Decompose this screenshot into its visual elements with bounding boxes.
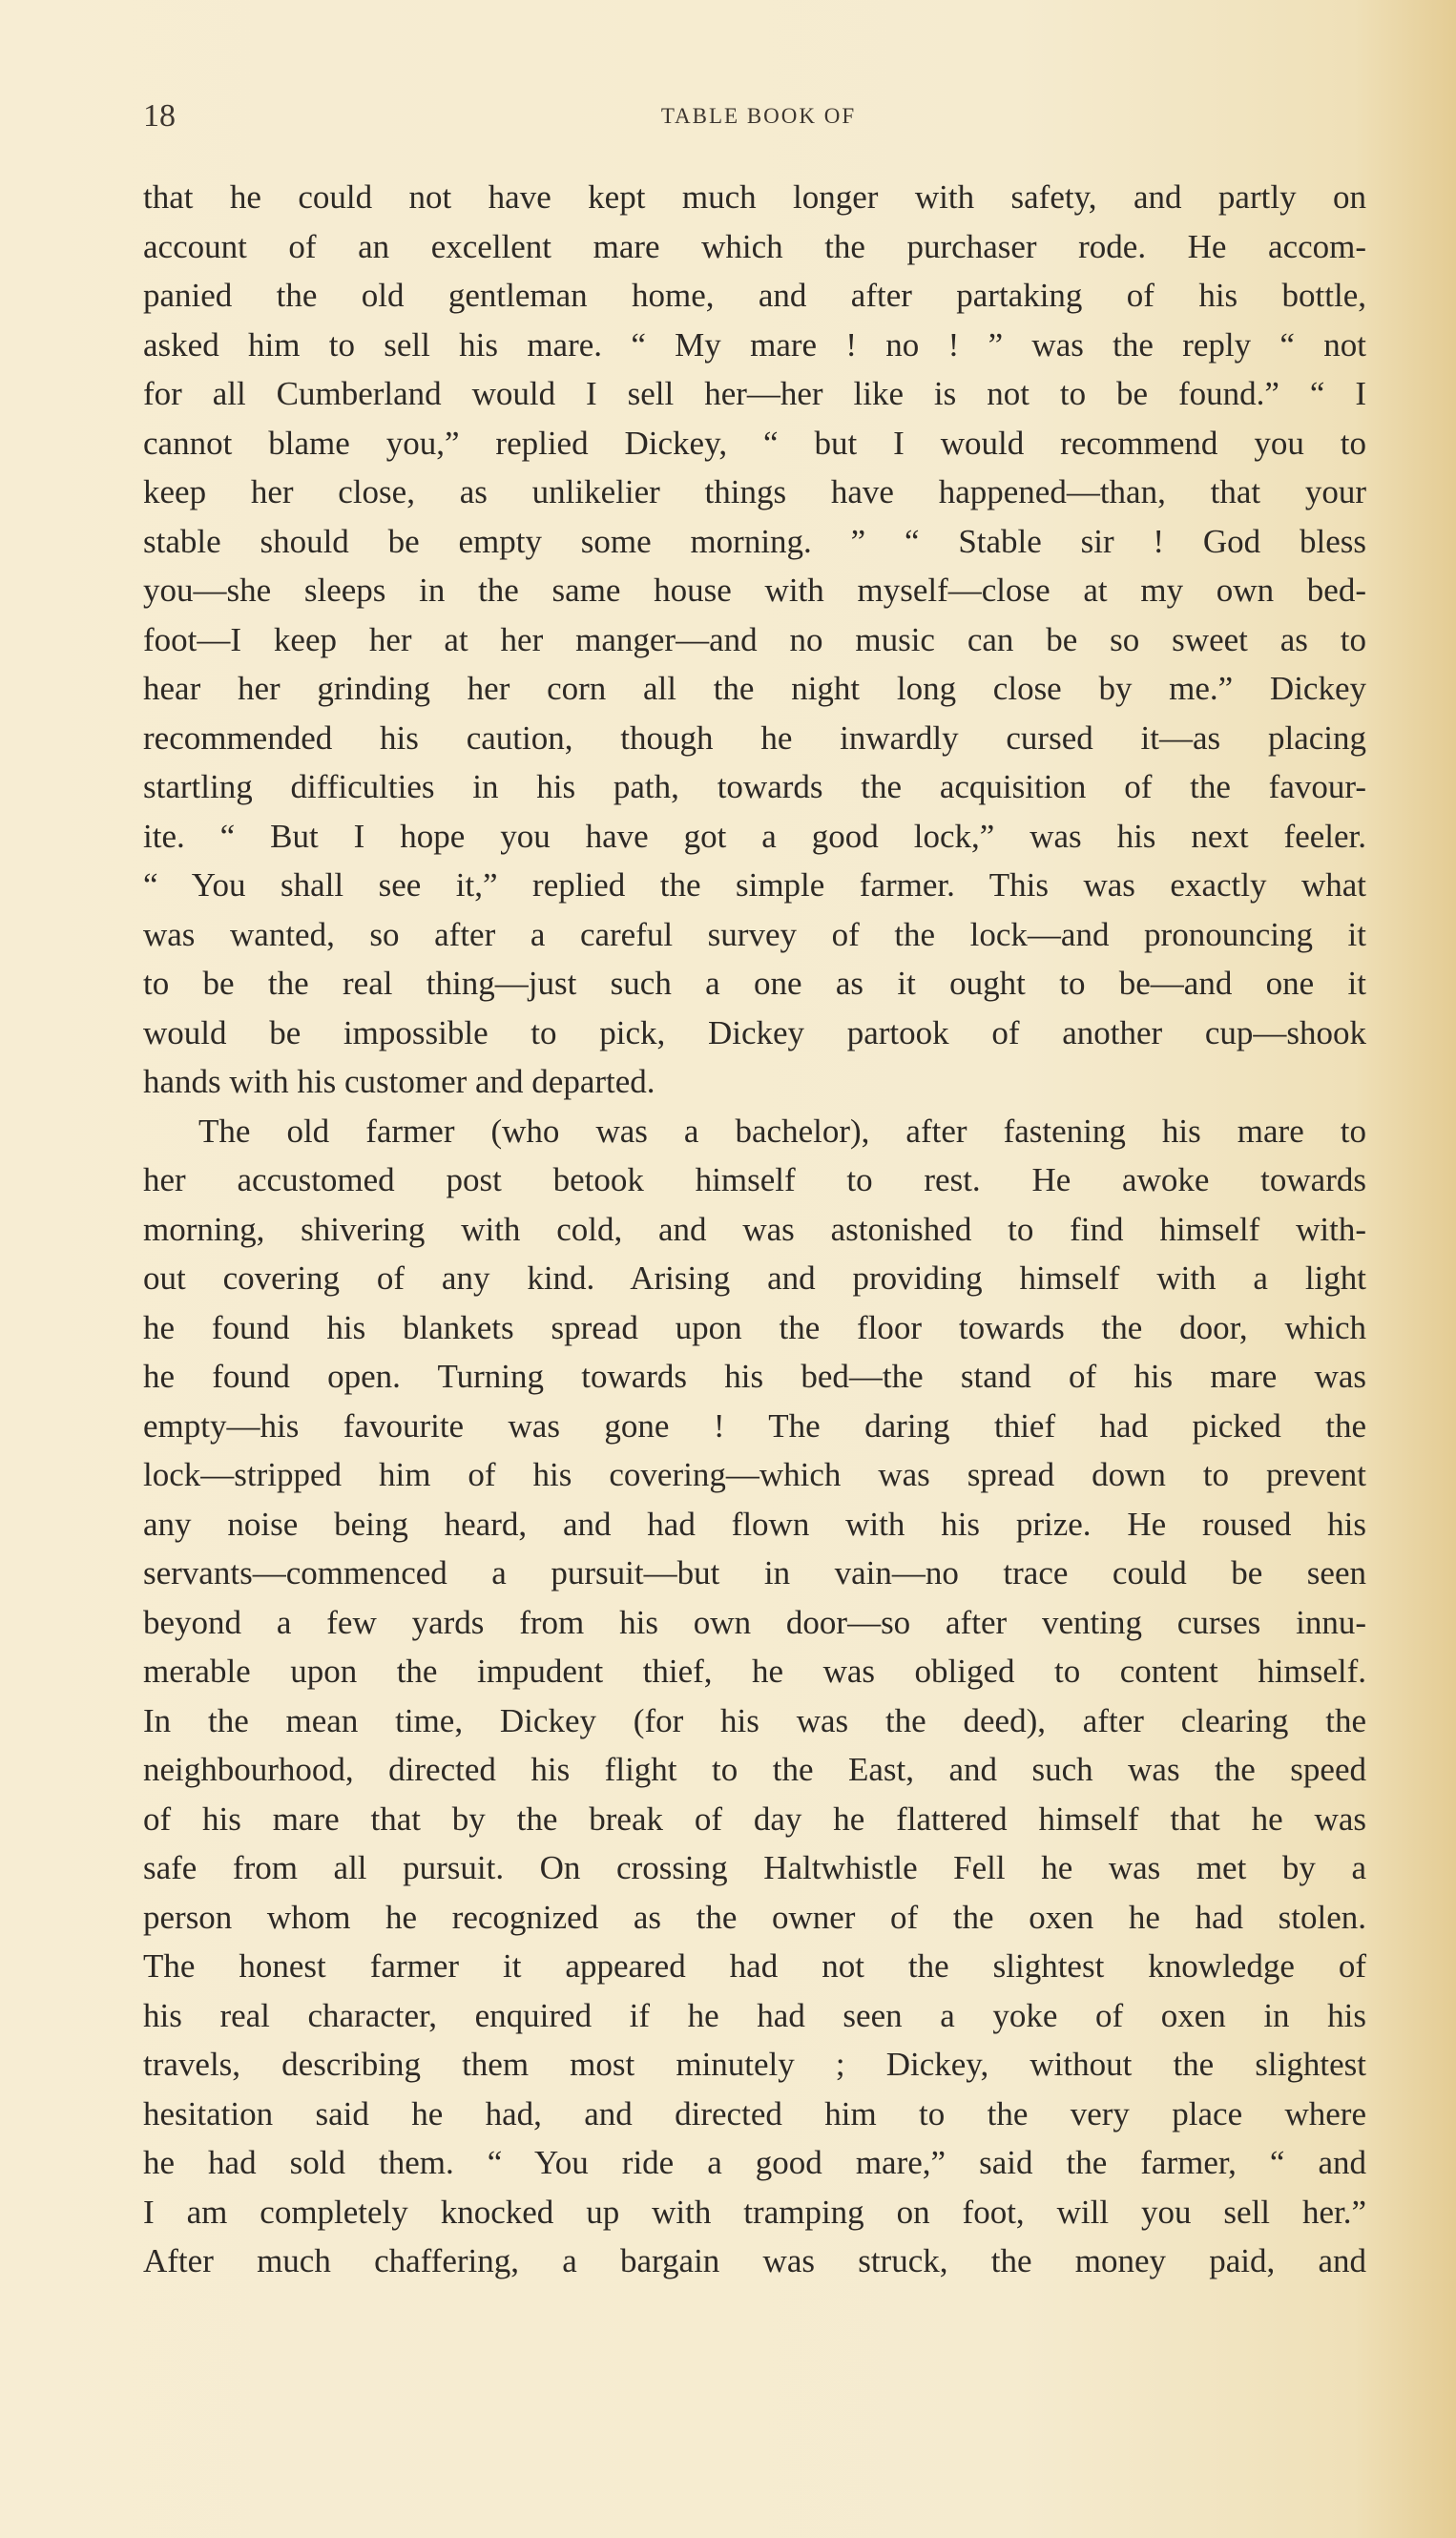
text-line: foot—I keep her at her manger—and no music can be so sweet as to [143, 620, 1366, 658]
text-line: merable upon the impudent thief, he was obliged to content himself. [143, 1653, 1366, 1690]
text-line: he had sold them. “ You ride a good mare,” said the farmer, “ and [143, 2144, 1366, 2181]
text-line: lock—stripped him of his covering—which was spread down to prevent [143, 1456, 1366, 1493]
text-line: hear her grinding her corn all the night long close by me.” Dickey [143, 670, 1366, 707]
text-line: hesitation said he had, and directed him to the very place where [143, 2094, 1366, 2132]
text-line: stable should be empty some morning. ” “ Stable sir ! God bless [143, 522, 1366, 560]
text-line: cannot blame you,” replied Dickey, “ but I would recommend you to [143, 424, 1366, 462]
text-line: would be impossible to pick, Dickey partook of another cup—shook [143, 1013, 1366, 1051]
running-head: TABLE BOOK OF [660, 104, 857, 128]
body-text [143, 173, 1366, 2286]
text-line: panied the old gentleman home, and after partaking of his bottle, [143, 277, 1366, 314]
text-line: recommended his caution, though he inwardly cursed it—as placing [143, 718, 1366, 757]
text-line: After much chaffering, a bargain was struck, the money paid, and [143, 2242, 1366, 2279]
text-line: morning, shivering with cold, and was astonished to find himself with- [143, 1210, 1366, 1248]
text-line: you—she sleeps in the same house with myself—close at my own bed- [143, 572, 1366, 609]
text-line: I am completely knocked up with tramping on foot, will you sell her.” [143, 2193, 1366, 2231]
text-line: for all Cumberland would I sell her—her like is not to be found.” “ I [143, 375, 1366, 412]
text-line: he found open. Turning towards his bed—the stand of his mare was [143, 1358, 1366, 1395]
text-line: his real character, enquired if he had seen a yoke of oxen in his [143, 1996, 1366, 2034]
page-number: 18 [143, 98, 176, 134]
text-line: “ You shall see it,” replied the simple farmer. This was exactly what [143, 866, 1366, 904]
text-line: her accustomed post betook himself to rest. He awoke towards [143, 1161, 1366, 1198]
text-line: travels, describing them most minutely ; Dickey, without the slightest [143, 2046, 1366, 2083]
text-line: ite. “ But I hope you have got a good lock,” was his next feeler. [143, 817, 1366, 855]
text-line: he found his blankets spread upon the floor towards the door, which [143, 1308, 1366, 1346]
text-line: beyond a few yards from his own door—so after venting curses innu- [143, 1603, 1366, 1641]
text-line: asked him to sell his mare. “ My mare ! no ! ” was the reply “ not [143, 325, 1366, 364]
text-line: account of an excellent mare which the purchaser rode. He accom- [143, 227, 1366, 265]
text-line: startling difficulties in his path, towards the acquisition of the favour- [143, 768, 1366, 805]
text-line: empty—his favourite was gone ! The daring thief had picked the [143, 1406, 1366, 1445]
text-line: In the mean time, Dickey (for his was the deed), after clearing the [143, 1701, 1366, 1739]
text-line: hands with his customer and departed. [143, 1063, 655, 1100]
text-line: neighbourhood, directed his flight to the East, and such was the speed [143, 1751, 1366, 1788]
text-line: to be the real thing—just such a one as it ought to be—and one it [143, 965, 1366, 1002]
page-header [143, 97, 1374, 135]
text-line: servants—commenced a pursuit—but in vain—no trace could be seen [143, 1554, 1366, 1591]
text-line: person whom he recognized as the owner of the oxen he had stolen. [143, 1898, 1366, 1936]
text-line: that he could not have kept much longer with safety, and partly on [143, 178, 1366, 216]
paragraph-start-line: The old farmer (who was a bachelor), after fastening his mare to [198, 1112, 1366, 1150]
text-line: any noise being heard, and had flown with his prize. He roused his [143, 1505, 1366, 1543]
text-line: safe from all pursuit. On crossing Haltwhistle Fell he was met by a [143, 1849, 1366, 1886]
text-line: was wanted, so after a careful survey of the lock—and pronouncing it [143, 915, 1366, 953]
text-line: of his mare that by the break of day he flattered himself that he was [143, 1799, 1366, 1838]
text-line: keep her close, as unlikelier things have happened—than, that your [143, 473, 1366, 510]
text-line: The honest farmer it appeared had not the slightest knowledge of [143, 1947, 1366, 1985]
text-line: out covering of any kind. Arising and providing himself with a light [143, 1259, 1366, 1297]
